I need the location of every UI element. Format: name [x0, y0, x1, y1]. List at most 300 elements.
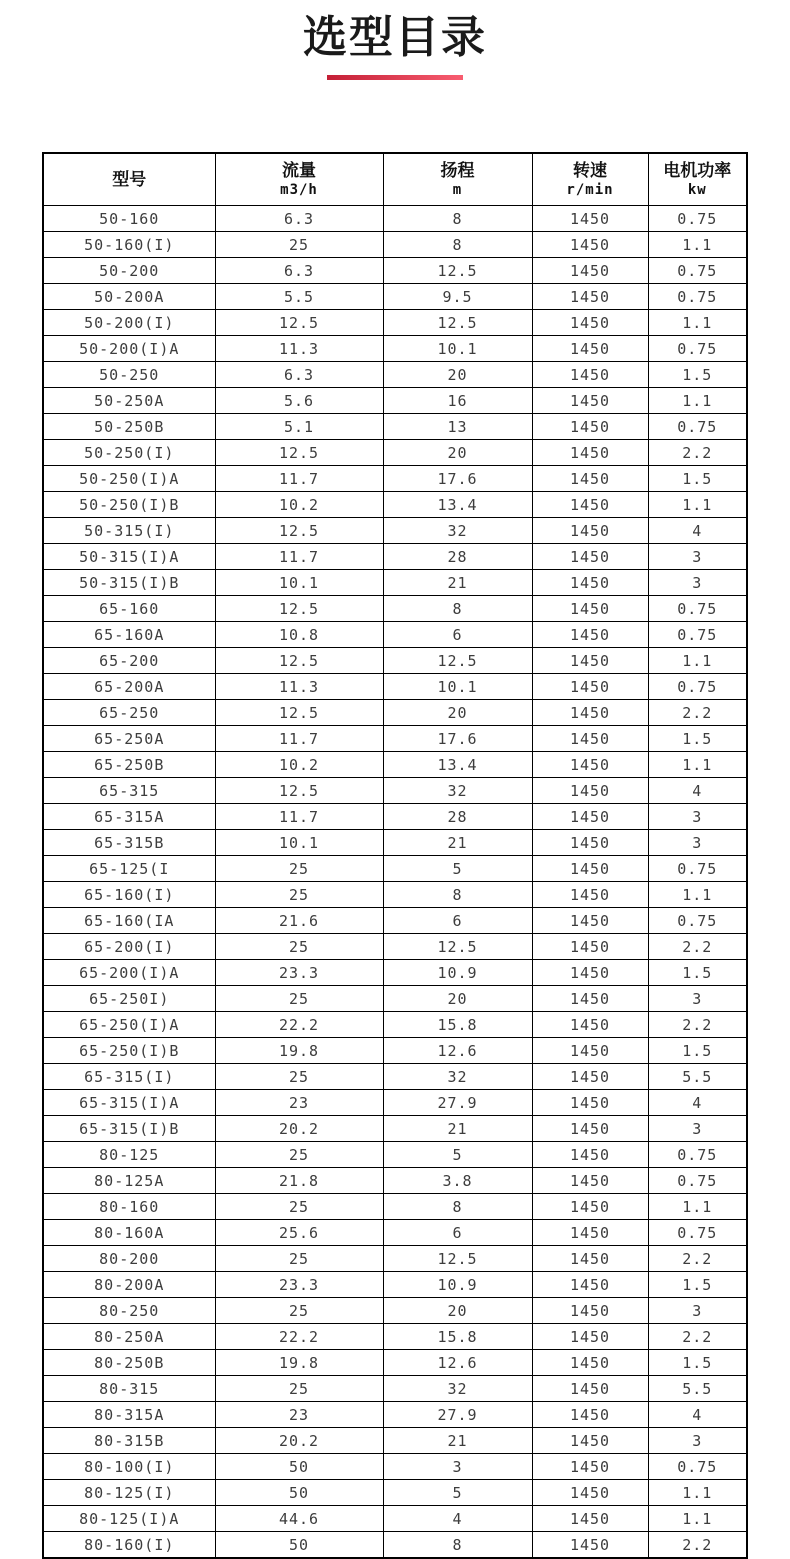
- head-cell: 10.1: [383, 336, 532, 362]
- head-cell: 12.6: [383, 1350, 532, 1376]
- power-cell: 1.1: [648, 752, 747, 778]
- model-cell: 65-200A: [43, 674, 215, 700]
- table-row: [43, 518, 747, 544]
- model-cell: 80-160: [43, 1194, 215, 1220]
- table-row: [43, 1194, 747, 1220]
- model-cell: 65-250B: [43, 752, 215, 778]
- flow-cell: 25: [215, 986, 383, 1012]
- table-row: [43, 388, 747, 414]
- power-cell: 0.75: [648, 1142, 747, 1168]
- model-cell: 50-200: [43, 258, 215, 284]
- head-cell: 10.1: [383, 674, 532, 700]
- flow-cell: 10.2: [215, 752, 383, 778]
- speed-cell: 1450: [532, 414, 648, 440]
- head-cell: 13.4: [383, 492, 532, 518]
- power-cell: 4: [648, 1402, 747, 1428]
- model-cell: 80-125A: [43, 1168, 215, 1194]
- flow-cell: 23: [215, 1402, 383, 1428]
- power-cell: 0.75: [648, 336, 747, 362]
- model-cell: 50-160(I): [43, 232, 215, 258]
- head-cell: 10.9: [383, 960, 532, 986]
- head-cell: 4: [383, 1506, 532, 1532]
- flow-cell: 25: [215, 1298, 383, 1324]
- page-header: [0, 0, 790, 80]
- head-cell: 12.5: [383, 258, 532, 284]
- power-cell: 1.5: [648, 726, 747, 752]
- power-cell: 3: [648, 986, 747, 1012]
- speed-cell: 1450: [532, 492, 648, 518]
- flow-cell: 12.5: [215, 778, 383, 804]
- speed-cell: 1450: [532, 1428, 648, 1454]
- head-cell: 20: [383, 362, 532, 388]
- head-cell: 15.8: [383, 1012, 532, 1038]
- table-row: [43, 492, 747, 518]
- speed-cell: 1450: [532, 310, 648, 336]
- table-row: [43, 1246, 747, 1272]
- column-header-power: [648, 153, 747, 206]
- head-cell: 20: [383, 1298, 532, 1324]
- speed-cell: 1450: [532, 336, 648, 362]
- head-cell: 32: [383, 778, 532, 804]
- flow-cell: 21.8: [215, 1168, 383, 1194]
- head-cell: 8: [383, 232, 532, 258]
- model-cell: 65-200(I)A: [43, 960, 215, 986]
- flow-cell: 10.1: [215, 830, 383, 856]
- speed-cell: 1450: [532, 544, 648, 570]
- speed-cell: 1450: [532, 362, 648, 388]
- flow-cell: 19.8: [215, 1038, 383, 1064]
- speed-cell: 1450: [532, 1090, 648, 1116]
- power-cell: 0.75: [648, 206, 747, 232]
- head-cell: 21: [383, 1116, 532, 1142]
- model-cell: 50-250(I)A: [43, 466, 215, 492]
- table-row: [43, 206, 747, 232]
- speed-cell: 1450: [532, 206, 648, 232]
- power-cell: 1.5: [648, 1350, 747, 1376]
- model-cell: 50-200(I)A: [43, 336, 215, 362]
- table-row: [43, 1506, 747, 1532]
- column-header-model: [43, 153, 215, 206]
- flow-cell: 11.7: [215, 544, 383, 570]
- flow-cell: 25.6: [215, 1220, 383, 1246]
- head-cell: 12.5: [383, 310, 532, 336]
- flow-cell: 23.3: [215, 1272, 383, 1298]
- column-label: 电机功率: [663, 161, 732, 181]
- table-row: [43, 804, 747, 830]
- table-row: [43, 1116, 747, 1142]
- model-cell: 80-250: [43, 1298, 215, 1324]
- power-cell: 1.1: [648, 1194, 747, 1220]
- table-row: [43, 1454, 747, 1480]
- power-cell: 5.5: [648, 1376, 747, 1402]
- power-cell: 3: [648, 804, 747, 830]
- flow-cell: 11.7: [215, 804, 383, 830]
- power-cell: 2.2: [648, 440, 747, 466]
- table-row: [43, 726, 747, 752]
- head-cell: 21: [383, 830, 532, 856]
- model-cell: 65-315B: [43, 830, 215, 856]
- power-cell: 1.5: [648, 1272, 747, 1298]
- table-row: [43, 960, 747, 986]
- power-cell: 1.1: [648, 1480, 747, 1506]
- column-label: 扬程: [440, 161, 475, 181]
- table-row: [43, 1012, 747, 1038]
- head-cell: 27.9: [383, 1090, 532, 1116]
- head-cell: 20: [383, 440, 532, 466]
- flow-cell: 50: [215, 1480, 383, 1506]
- flow-cell: 12.5: [215, 310, 383, 336]
- speed-cell: 1450: [532, 804, 648, 830]
- head-cell: 15.8: [383, 1324, 532, 1350]
- title-underline: [327, 75, 463, 80]
- table-row: [43, 232, 747, 258]
- flow-cell: 6.3: [215, 258, 383, 284]
- flow-cell: 6.3: [215, 206, 383, 232]
- column-label: 流量: [282, 161, 316, 181]
- flow-cell: 25: [215, 856, 383, 882]
- head-cell: 16: [383, 388, 532, 414]
- power-cell: 2.2: [648, 1532, 747, 1559]
- model-cell: 65-315(I)B: [43, 1116, 215, 1142]
- head-cell: 9.5: [383, 284, 532, 310]
- table-row: [43, 440, 747, 466]
- column-label: 转速: [573, 161, 607, 181]
- header-row: [43, 153, 747, 206]
- power-cell: 4: [648, 1090, 747, 1116]
- speed-cell: 1450: [532, 830, 648, 856]
- speed-cell: 1450: [532, 1168, 648, 1194]
- power-cell: 0.75: [648, 284, 747, 310]
- speed-cell: 1450: [532, 934, 648, 960]
- column-unit: r/min: [566, 181, 614, 198]
- table-row: [43, 1402, 747, 1428]
- speed-cell: 1450: [532, 1480, 648, 1506]
- speed-cell: 1450: [532, 1064, 648, 1090]
- head-cell: 17.6: [383, 466, 532, 492]
- speed-cell: 1450: [532, 700, 648, 726]
- head-cell: 28: [383, 804, 532, 830]
- model-cell: 65-160A: [43, 622, 215, 648]
- table-row: [43, 700, 747, 726]
- head-cell: 12.6: [383, 1038, 532, 1064]
- flow-cell: 25: [215, 232, 383, 258]
- flow-cell: 25: [215, 1142, 383, 1168]
- flow-cell: 12.5: [215, 518, 383, 544]
- table-row: [43, 1220, 747, 1246]
- flow-cell: 11.3: [215, 336, 383, 362]
- head-cell: 28: [383, 544, 532, 570]
- speed-cell: 1450: [532, 1220, 648, 1246]
- table-row: [43, 466, 747, 492]
- head-cell: 6: [383, 908, 532, 934]
- flow-cell: 25: [215, 934, 383, 960]
- speed-cell: 1450: [532, 1532, 648, 1559]
- model-cell: 65-160(IA: [43, 908, 215, 934]
- power-cell: 1.1: [648, 232, 747, 258]
- model-cell: 80-200A: [43, 1272, 215, 1298]
- table-row: [43, 1298, 747, 1324]
- power-cell: 0.75: [648, 1454, 747, 1480]
- speed-cell: 1450: [532, 1246, 648, 1272]
- page-title: 选型目录: [303, 13, 487, 62]
- speed-cell: 1450: [532, 1454, 648, 1480]
- power-cell: 2.2: [648, 700, 747, 726]
- column-header-head: [383, 153, 532, 206]
- model-cell: 80-125(I): [43, 1480, 215, 1506]
- speed-cell: 1450: [532, 388, 648, 414]
- table-row: [43, 622, 747, 648]
- model-cell: 65-250(I)B: [43, 1038, 215, 1064]
- speed-cell: 1450: [532, 466, 648, 492]
- speed-cell: 1450: [532, 1350, 648, 1376]
- table-row: [43, 1532, 747, 1559]
- flow-cell: 10.8: [215, 622, 383, 648]
- flow-cell: 22.2: [215, 1324, 383, 1350]
- model-cell: 50-200(I): [43, 310, 215, 336]
- head-cell: 8: [383, 596, 532, 622]
- speed-cell: 1450: [532, 648, 648, 674]
- model-cell: 65-160: [43, 596, 215, 622]
- power-cell: 1.1: [648, 1506, 747, 1532]
- speed-cell: 1450: [532, 518, 648, 544]
- speed-cell: 1450: [532, 1324, 648, 1350]
- head-cell: 6: [383, 622, 532, 648]
- flow-cell: 6.3: [215, 362, 383, 388]
- model-cell: 65-315A: [43, 804, 215, 830]
- flow-cell: 25: [215, 1246, 383, 1272]
- power-cell: 2.2: [648, 1012, 747, 1038]
- head-cell: 32: [383, 518, 532, 544]
- flow-cell: 11.7: [215, 726, 383, 752]
- flow-cell: 12.5: [215, 596, 383, 622]
- power-cell: 3: [648, 830, 747, 856]
- model-cell: 50-250(I): [43, 440, 215, 466]
- flow-cell: 21.6: [215, 908, 383, 934]
- table-row: [43, 1038, 747, 1064]
- speed-cell: 1450: [532, 1012, 648, 1038]
- table-row: [43, 1064, 747, 1090]
- power-cell: 2.2: [648, 1324, 747, 1350]
- head-cell: 32: [383, 1064, 532, 1090]
- model-cell: 50-160: [43, 206, 215, 232]
- power-cell: 0.75: [648, 1168, 747, 1194]
- flow-cell: 12.5: [215, 440, 383, 466]
- head-cell: 8: [383, 1194, 532, 1220]
- power-cell: 2.2: [648, 1246, 747, 1272]
- head-cell: 21: [383, 1428, 532, 1454]
- head-cell: 3: [383, 1454, 532, 1480]
- flow-cell: 20.2: [215, 1428, 383, 1454]
- flow-cell: 10.1: [215, 570, 383, 596]
- speed-cell: 1450: [532, 882, 648, 908]
- speed-cell: 1450: [532, 1116, 648, 1142]
- flow-cell: 11.3: [215, 674, 383, 700]
- speed-cell: 1450: [532, 1142, 648, 1168]
- speed-cell: 1450: [532, 284, 648, 310]
- table-row: [43, 778, 747, 804]
- model-cell: 80-100(I): [43, 1454, 215, 1480]
- model-cell: 80-315A: [43, 1402, 215, 1428]
- speed-cell: 1450: [532, 1506, 648, 1532]
- model-cell: 65-315(I)A: [43, 1090, 215, 1116]
- power-cell: 0.75: [648, 258, 747, 284]
- flow-cell: 5.5: [215, 284, 383, 310]
- speed-cell: 1450: [532, 570, 648, 596]
- flow-cell: 25: [215, 882, 383, 908]
- power-cell: 0.75: [648, 596, 747, 622]
- power-cell: 1.1: [648, 648, 747, 674]
- speed-cell: 1450: [532, 1402, 648, 1428]
- model-cell: 65-315(I): [43, 1064, 215, 1090]
- head-cell: 10.9: [383, 1272, 532, 1298]
- speed-cell: 1450: [532, 752, 648, 778]
- speed-cell: 1450: [532, 440, 648, 466]
- model-cell: 65-160(I): [43, 882, 215, 908]
- power-cell: 2.2: [648, 934, 747, 960]
- table-row: [43, 986, 747, 1012]
- flow-cell: 25: [215, 1194, 383, 1220]
- power-cell: 1.5: [648, 466, 747, 492]
- model-cell: 80-250A: [43, 1324, 215, 1350]
- speed-cell: 1450: [532, 232, 648, 258]
- column-unit: kw: [687, 181, 707, 198]
- power-cell: 3: [648, 1298, 747, 1324]
- power-cell: 1.1: [648, 492, 747, 518]
- head-cell: 12.5: [383, 1246, 532, 1272]
- power-cell: 4: [648, 518, 747, 544]
- speed-cell: 1450: [532, 1038, 648, 1064]
- speed-cell: 1450: [532, 622, 648, 648]
- table-row: [43, 882, 747, 908]
- table-row: [43, 1090, 747, 1116]
- table-body: [43, 206, 747, 1559]
- model-cell: 65-250A: [43, 726, 215, 752]
- column-unit: m3/h: [280, 181, 318, 198]
- flow-cell: 25: [215, 1064, 383, 1090]
- column-header-flow: [215, 153, 383, 206]
- model-cell: 80-160(I): [43, 1532, 215, 1559]
- power-cell: 3: [648, 570, 747, 596]
- speed-cell: 1450: [532, 986, 648, 1012]
- speed-cell: 1450: [532, 596, 648, 622]
- model-cell: 80-250B: [43, 1350, 215, 1376]
- flow-cell: 12.5: [215, 700, 383, 726]
- flow-cell: 11.7: [215, 466, 383, 492]
- power-cell: 0.75: [648, 856, 747, 882]
- power-cell: 1.5: [648, 362, 747, 388]
- model-cell: 50-250(I)B: [43, 492, 215, 518]
- speed-cell: 1450: [532, 960, 648, 986]
- table-row: [43, 934, 747, 960]
- power-cell: 1.1: [648, 388, 747, 414]
- power-cell: 3: [648, 544, 747, 570]
- model-cell: 80-200: [43, 1246, 215, 1272]
- table-row: [43, 908, 747, 934]
- column-header-speed: [532, 153, 648, 206]
- table-row: [43, 362, 747, 388]
- speed-cell: 1450: [532, 726, 648, 752]
- head-cell: 17.6: [383, 726, 532, 752]
- flow-cell: 10.2: [215, 492, 383, 518]
- power-cell: 1.5: [648, 960, 747, 986]
- flow-cell: 5.1: [215, 414, 383, 440]
- power-cell: 3: [648, 1116, 747, 1142]
- flow-cell: 19.8: [215, 1350, 383, 1376]
- head-cell: 5: [383, 1142, 532, 1168]
- table-row: [43, 1168, 747, 1194]
- table-row: [43, 648, 747, 674]
- head-cell: 32: [383, 1376, 532, 1402]
- column-unit: m: [452, 181, 463, 198]
- model-cell: 65-315: [43, 778, 215, 804]
- table-row: [43, 596, 747, 622]
- power-cell: 3: [648, 1428, 747, 1454]
- model-cell: 65-125(I: [43, 856, 215, 882]
- head-cell: 6: [383, 1220, 532, 1246]
- model-cell: 50-315(I)A: [43, 544, 215, 570]
- head-cell: 12.5: [383, 648, 532, 674]
- speed-cell: 1450: [532, 1376, 648, 1402]
- flow-cell: 5.6: [215, 388, 383, 414]
- flow-cell: 23: [215, 1090, 383, 1116]
- table-row: [43, 1350, 747, 1376]
- table-row: [43, 310, 747, 336]
- head-cell: 27.9: [383, 1402, 532, 1428]
- power-cell: 0.75: [648, 908, 747, 934]
- speed-cell: 1450: [532, 1298, 648, 1324]
- table-row: [43, 856, 747, 882]
- speed-cell: 1450: [532, 1272, 648, 1298]
- table-row: [43, 1376, 747, 1402]
- catalog-table: [42, 152, 748, 1559]
- flow-cell: 25: [215, 1376, 383, 1402]
- power-cell: 0.75: [648, 674, 747, 700]
- model-cell: 65-250: [43, 700, 215, 726]
- speed-cell: 1450: [532, 258, 648, 284]
- table-row: [43, 1272, 747, 1298]
- head-cell: 20: [383, 700, 532, 726]
- model-cell: 50-250B: [43, 414, 215, 440]
- table-row: [43, 674, 747, 700]
- flow-cell: 44.6: [215, 1506, 383, 1532]
- flow-cell: 22.2: [215, 1012, 383, 1038]
- table-row: [43, 258, 747, 284]
- table-row: [43, 336, 747, 362]
- head-cell: 8: [383, 1532, 532, 1559]
- head-cell: 13: [383, 414, 532, 440]
- head-cell: 5: [383, 1480, 532, 1506]
- table-row: [43, 752, 747, 778]
- table-row: [43, 1324, 747, 1350]
- table-row: [43, 414, 747, 440]
- power-cell: 1.1: [648, 310, 747, 336]
- table-row: [43, 830, 747, 856]
- power-cell: 1.1: [648, 882, 747, 908]
- head-cell: 3.8: [383, 1168, 532, 1194]
- model-cell: 80-125: [43, 1142, 215, 1168]
- column-label: 型号: [112, 169, 147, 189]
- flow-cell: 20.2: [215, 1116, 383, 1142]
- head-cell: 8: [383, 206, 532, 232]
- speed-cell: 1450: [532, 674, 648, 700]
- head-cell: 13.4: [383, 752, 532, 778]
- table-row: [43, 1428, 747, 1454]
- power-cell: 5.5: [648, 1064, 747, 1090]
- head-cell: 21: [383, 570, 532, 596]
- power-cell: 0.75: [648, 414, 747, 440]
- model-cell: 80-315: [43, 1376, 215, 1402]
- table-row: [43, 1142, 747, 1168]
